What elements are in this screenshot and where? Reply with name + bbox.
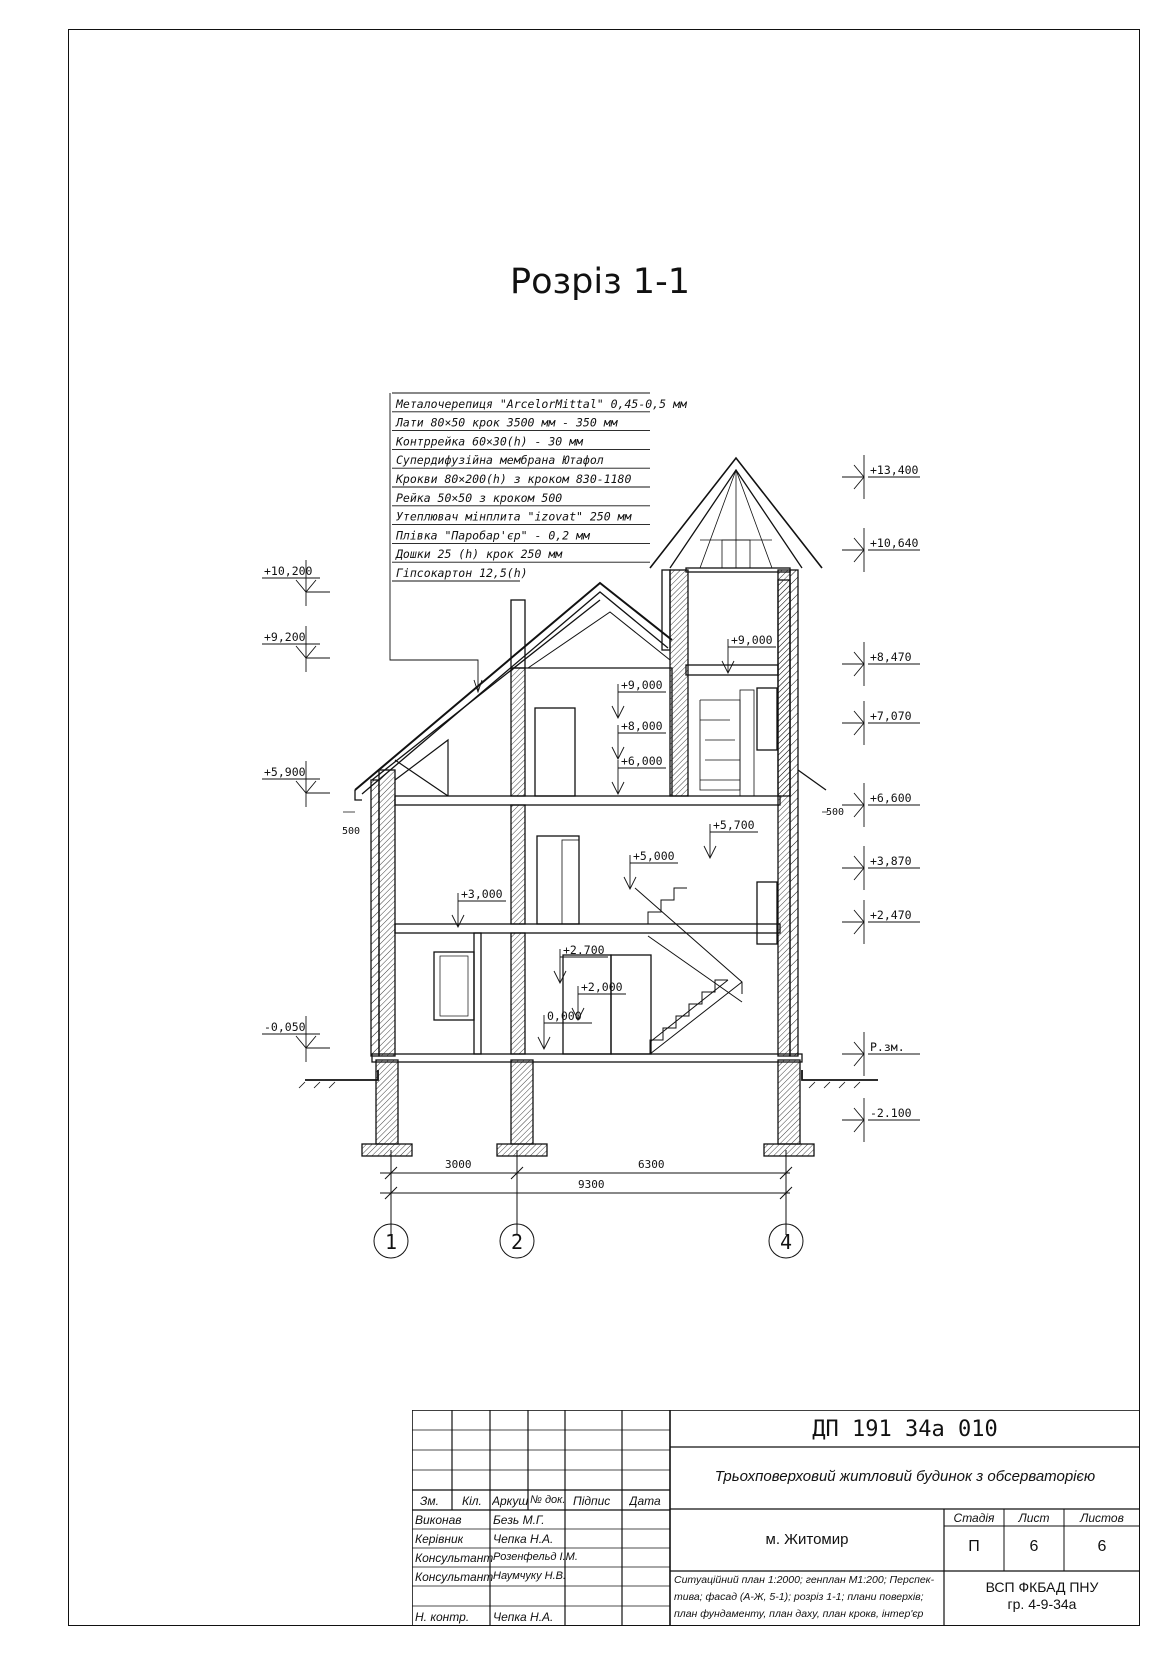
elevation-inner-5: +5,700 bbox=[713, 818, 755, 832]
sheet-contents-2: тива; фасад (А-Ж, 5-1); розріз 1-1; плани поверхів; bbox=[674, 1591, 924, 1603]
role-2: Керівник bbox=[415, 1532, 464, 1546]
elevation-right-2: +10,640 bbox=[870, 536, 919, 550]
elevation-left-3: +5,900 bbox=[264, 765, 306, 779]
roof-layer-1: Металочерепиця "ArcelorMittal" 0,45-0,5 мм bbox=[396, 396, 687, 411]
dimension-lines bbox=[380, 1150, 792, 1235]
col-header-zm: Зм. bbox=[420, 1494, 439, 1508]
stage-value: П bbox=[968, 1538, 980, 1555]
axis-2-label: 2 bbox=[510, 1230, 524, 1254]
roof-layer-7: Утеплювач мінплита "izovat" 250 мм bbox=[396, 509, 632, 524]
elevation-inner-1: +9,000 bbox=[731, 633, 773, 647]
role-6: Н. контр. bbox=[415, 1610, 470, 1624]
stage-header: Стадія bbox=[953, 1511, 995, 1525]
roof-layer-9: Дошки 25 (h) крок 250 мм bbox=[396, 547, 563, 562]
elevation-inner-7: +3,000 bbox=[461, 887, 503, 901]
elevation-right-8: Р.зм. bbox=[870, 1040, 905, 1054]
name-1: Безь М.Г. bbox=[493, 1513, 545, 1527]
role-1: Виконав bbox=[415, 1513, 462, 1527]
roof-layer-5: Крокви 80×200(h) з кроком 830-1180 bbox=[396, 472, 632, 486]
elevation-right-5: +6,600 bbox=[870, 791, 912, 805]
roof-layer-10: Гіпсокартон 12,5(h) bbox=[396, 566, 528, 580]
col-header-doc: № док. bbox=[530, 1494, 566, 1506]
roof-layers-callout bbox=[390, 393, 688, 692]
elevation-inner-9: +2,000 bbox=[581, 980, 623, 994]
roof-layer-4: Супердифузійна мембрана Ютафол bbox=[396, 453, 604, 468]
elevation-right-6: +3,870 bbox=[870, 854, 912, 868]
col-header-kil: Кіл. bbox=[462, 1494, 482, 1508]
sheet-header: Лист bbox=[1018, 1511, 1050, 1525]
dimension-6300: 6300 bbox=[638, 1158, 665, 1171]
elevation-left-2: +9,200 bbox=[264, 630, 306, 644]
elevation-left-1: +10,200 bbox=[264, 564, 313, 578]
col-header-signature: Підпис bbox=[573, 1494, 611, 1508]
title-block bbox=[412, 1410, 1140, 1626]
sheet-contents-3: план фундаменту, план даху, план крокв, інтер'єр bbox=[674, 1608, 924, 1620]
role-4: Консультант bbox=[415, 1570, 494, 1584]
axis-bubbles bbox=[374, 1224, 803, 1258]
name-3: Розенфельд І.М. bbox=[493, 1551, 578, 1563]
roof-layer-2: Лати 80×50 крок 3500 мм - 350 мм bbox=[396, 415, 618, 430]
overhang-dims bbox=[342, 807, 844, 837]
roof-layer-3: Контррейка 60×30(h) - 30 мм bbox=[396, 434, 583, 449]
name-2: Чепка Н.А. bbox=[493, 1532, 554, 1546]
group: гр. 4-9-34а bbox=[1007, 1596, 1077, 1612]
elevation-right-3: +8,470 bbox=[870, 650, 912, 664]
elevation-right-4: +7,070 bbox=[870, 709, 912, 723]
elevation-right-9: -2.100 bbox=[870, 1106, 912, 1120]
axis-1-label: 1 bbox=[384, 1230, 398, 1254]
sheet-value: 6 bbox=[1029, 1538, 1039, 1555]
organization: ВСП ФКБАД ПНУ bbox=[985, 1579, 1099, 1595]
dimension-9300: 9300 bbox=[578, 1178, 605, 1191]
elevation-inner-4: +6,000 bbox=[621, 754, 663, 768]
elevation-left-4: -0,050 bbox=[264, 1020, 306, 1034]
elevation-inner-10: 0,000 bbox=[547, 1009, 582, 1023]
project-name: Трьохповерховий житловий будинок з обсерваторією bbox=[714, 1468, 1096, 1485]
roof-layer-8: Плівка "Паробар'єр" - 0,2 мм bbox=[396, 528, 590, 543]
role-3: Консультант bbox=[415, 1551, 494, 1565]
name-4: Наумчуку Н.В. bbox=[493, 1570, 567, 1582]
col-header-arkush: Аркуш bbox=[492, 1494, 529, 1508]
dimension-3000: 3000 bbox=[445, 1158, 472, 1171]
sheet-contents-1: Ситуаційний план 1:2000; генплан М1:200; Перспек- bbox=[674, 1574, 935, 1586]
axis-4-label: 4 bbox=[779, 1230, 793, 1254]
building-section bbox=[299, 458, 878, 1156]
elevation-inner-3: +8,000 bbox=[621, 719, 663, 733]
elevation-inner-8: +2.700 bbox=[563, 943, 605, 957]
sheets-header: Листов bbox=[1080, 1511, 1124, 1525]
overhang-dim-left: 500 bbox=[342, 826, 361, 837]
name-6: Чепка Н.А. bbox=[493, 1610, 554, 1624]
drawing-code: ДП 191 34а 010 bbox=[812, 1417, 998, 1442]
col-header-date: Дата bbox=[629, 1494, 661, 1508]
elevation-marks bbox=[262, 455, 920, 1142]
drawing-title: Розріз 1-1 bbox=[510, 262, 690, 302]
elevation-inner-6: +5,000 bbox=[633, 849, 675, 863]
location: м. Житомир bbox=[765, 1531, 849, 1548]
roof-layer-6: Рейка 50×50 з кроком 500 bbox=[396, 490, 563, 505]
elevation-right-7: +2,470 bbox=[870, 908, 912, 922]
sheets-value: 6 bbox=[1097, 1538, 1107, 1555]
elevation-right-1: +13,400 bbox=[870, 463, 919, 477]
elevation-inner-2: +9,000 bbox=[621, 678, 663, 692]
overhang-dim-right: 500 bbox=[826, 807, 845, 818]
